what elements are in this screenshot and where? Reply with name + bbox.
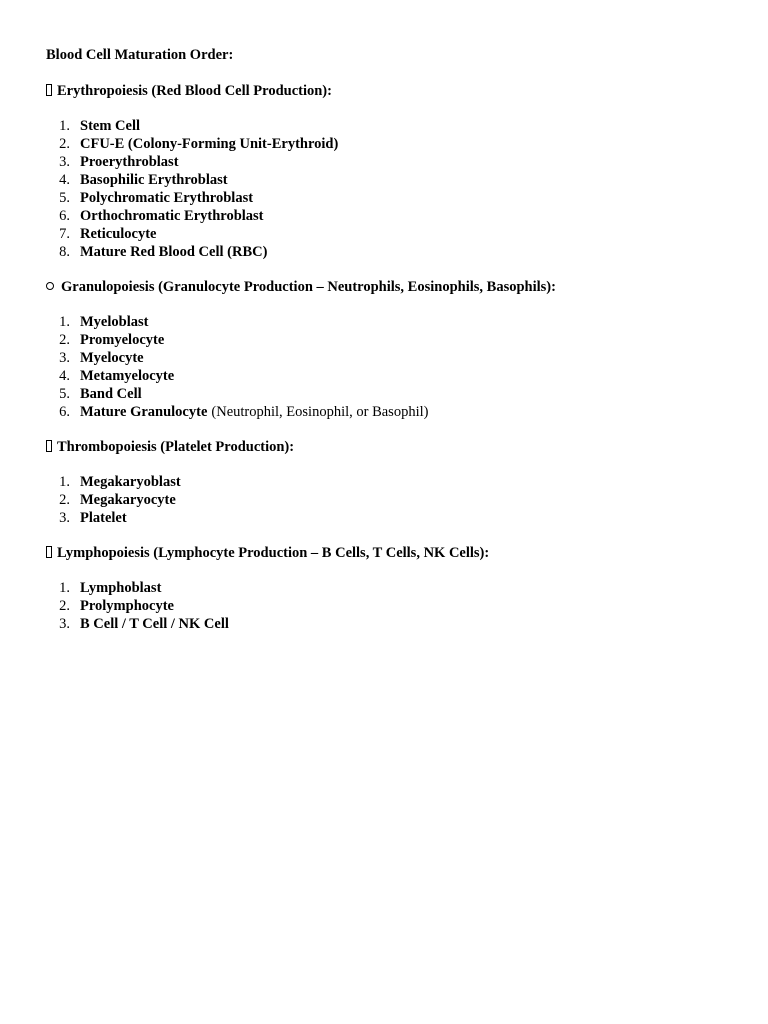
section-thrombopoiesis bbox=[46, 437, 736, 527]
list-item bbox=[46, 171, 736, 189]
stage-note: (Neutrophil, Eosinophil, or Basophil) bbox=[211, 404, 429, 420]
list-item bbox=[46, 615, 736, 633]
list-item bbox=[46, 207, 736, 225]
maturation-list bbox=[46, 473, 736, 527]
list-number: 1. bbox=[59, 474, 70, 490]
stage-label: Mature Granulocyte bbox=[80, 404, 208, 420]
section-granulopoiesis bbox=[46, 277, 736, 421]
stage-label: Polychromatic Erythroblast bbox=[80, 190, 254, 206]
maturation-list bbox=[46, 117, 736, 261]
list-item bbox=[46, 367, 736, 385]
stage-label: Megakaryoblast bbox=[80, 474, 181, 490]
maturation-list bbox=[46, 313, 736, 421]
list-number: 8. bbox=[59, 244, 70, 260]
list-item bbox=[46, 597, 736, 615]
missing-glyph-icon bbox=[46, 440, 52, 452]
document-title: Blood Cell Maturation Order: bbox=[46, 47, 234, 63]
stage-label: Proerythroblast bbox=[80, 154, 179, 170]
list-number: 2. bbox=[59, 492, 70, 508]
stage-label: CFU-E (Colony-Forming Unit-Erythroid) bbox=[80, 136, 339, 152]
list-number: 1. bbox=[59, 580, 70, 596]
list-item bbox=[46, 189, 736, 207]
list-item bbox=[46, 385, 736, 403]
section-heading bbox=[46, 437, 736, 457]
stage-label: Lymphoblast bbox=[80, 580, 162, 596]
list-number: 1. bbox=[59, 314, 70, 330]
list-item bbox=[46, 135, 736, 153]
stage-label: Basophilic Erythroblast bbox=[80, 172, 228, 188]
stage-label: Metamyelocyte bbox=[80, 368, 175, 384]
section-heading bbox=[46, 81, 736, 101]
list-number: 3. bbox=[59, 154, 70, 170]
list-number: 3. bbox=[59, 510, 70, 526]
list-item bbox=[46, 153, 736, 171]
stage-label: Band Cell bbox=[80, 386, 142, 402]
stage-label: Reticulocyte bbox=[80, 226, 157, 242]
stage-label: Stem Cell bbox=[80, 118, 140, 134]
missing-glyph-icon bbox=[46, 546, 52, 558]
stage-label: Mature Red Blood Cell (RBC) bbox=[80, 244, 268, 260]
list-number: 3. bbox=[59, 616, 70, 632]
list-number: 2. bbox=[59, 598, 70, 614]
list-number: 4. bbox=[59, 172, 70, 188]
section-heading-text: Erythropoiesis (Red Blood Cell Production): bbox=[57, 83, 332, 99]
stage-label: Megakaryocyte bbox=[80, 492, 176, 508]
section-heading-text: Thrombopoiesis (Platelet Production): bbox=[57, 439, 295, 455]
section-erythropoiesis bbox=[46, 81, 736, 261]
section-heading bbox=[46, 543, 736, 563]
stage-label: Myeloblast bbox=[80, 314, 149, 330]
list-item bbox=[46, 509, 736, 527]
list-number: 2. bbox=[59, 332, 70, 348]
list-item bbox=[46, 491, 736, 509]
list-item bbox=[46, 579, 736, 597]
section-heading-text: Granulopoiesis (Granulocyte Production – Neutrophils, Eosinophils, Basophils): bbox=[61, 279, 556, 295]
list-item bbox=[46, 313, 736, 331]
stage-label: Myelocyte bbox=[80, 350, 144, 366]
list-number: 6. bbox=[59, 208, 70, 224]
list-number: 3. bbox=[59, 350, 70, 366]
list-item bbox=[46, 349, 736, 367]
section-heading-text: Lymphopoiesis (Lymphocyte Production – B Cells, T Cells, NK Cells): bbox=[57, 545, 490, 561]
list-number: 2. bbox=[59, 136, 70, 152]
list-number: 4. bbox=[59, 368, 70, 384]
list-item bbox=[46, 117, 736, 135]
section-lymphopoiesis bbox=[46, 543, 736, 633]
list-number: 6. bbox=[59, 404, 70, 420]
list-item bbox=[46, 403, 736, 421]
document-page bbox=[46, 45, 736, 649]
list-number: 1. bbox=[59, 118, 70, 134]
list-item bbox=[46, 473, 736, 491]
list-item bbox=[46, 331, 736, 349]
stage-label: Promyelocyte bbox=[80, 332, 165, 348]
stage-label: Prolymphocyte bbox=[80, 598, 174, 614]
list-item bbox=[46, 225, 736, 243]
list-number: 5. bbox=[59, 190, 70, 206]
list-number: 7. bbox=[59, 226, 70, 242]
maturation-list bbox=[46, 579, 736, 633]
list-item bbox=[46, 243, 736, 261]
section-heading bbox=[46, 277, 736, 297]
missing-glyph-icon bbox=[46, 84, 52, 96]
list-number: 5. bbox=[59, 386, 70, 402]
stage-label: Platelet bbox=[80, 510, 127, 526]
circle-icon bbox=[46, 282, 54, 290]
stage-label: Orthochromatic Erythroblast bbox=[80, 208, 264, 224]
stage-label: B Cell / T Cell / NK Cell bbox=[80, 616, 229, 632]
